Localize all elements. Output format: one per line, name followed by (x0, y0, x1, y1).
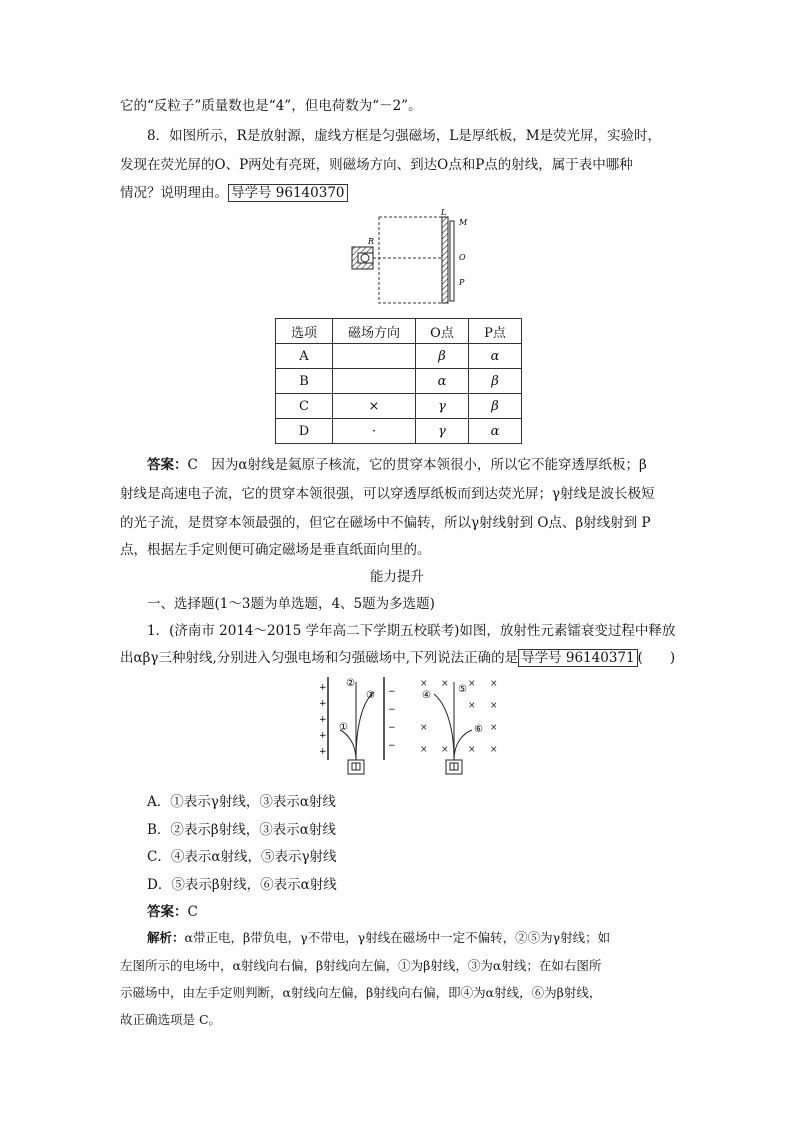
table-cell: α (469, 344, 522, 369)
table-cell: β (469, 369, 522, 394)
table-cell: β (416, 344, 469, 369)
svg-text:⑤: ⑤ (458, 684, 467, 695)
svg-text:R: R (368, 237, 375, 246)
analysis-line-2: 左图所示的电场中，α射线向右偏，β射线向左偏，①为β射线，③为α射线；在如右图所 (120, 958, 602, 973)
previous-text-line: 它的“反粒子”质量数也是“4”，但电荷数为“－2”。 (120, 98, 422, 114)
table-row (276, 369, 522, 394)
table-cell: B (276, 369, 333, 394)
answer-value: C (187, 904, 198, 920)
table-cell: α (416, 369, 469, 394)
table-cell: C (276, 394, 333, 419)
svg-text:×: × (490, 723, 498, 733)
magnetic-field-box (379, 217, 442, 303)
q1-guide-number: 导学号 96140371 (518, 649, 638, 667)
q8-answer-line-1 (147, 453, 647, 473)
table-cell: γ (416, 394, 469, 419)
option-c: C．④表示α射线，⑤表示γ射线 (147, 849, 337, 865)
table-header-cell: 磁场方向 (333, 319, 416, 344)
screen-M (450, 221, 454, 301)
q8-apparatus-figure (340, 205, 480, 310)
svg-text:L: L (441, 208, 447, 217)
svg-text:×: × (490, 679, 498, 689)
svg-text:×: × (441, 745, 449, 755)
svg-text:−: − (388, 687, 396, 697)
svg-text:+: + (319, 747, 327, 757)
analysis-line-4: 故正确选项是 C。 (120, 1012, 222, 1027)
q1-answer (147, 900, 198, 920)
table-cell: β (469, 394, 522, 419)
analysis-line-1 (147, 928, 610, 946)
table-cell: · (333, 419, 416, 444)
table-row (276, 394, 522, 419)
q8-options-table (275, 318, 522, 444)
svg-text:+: + (319, 715, 327, 725)
part-title: 一、选择题(1～3题为单选题，4、5题为多选题) (147, 596, 435, 612)
svg-text:①: ① (339, 722, 348, 733)
svg-text:+: + (319, 683, 327, 693)
answer-text: C 因为α射线是氦原子核流，它的贯穿本领很小，所以它不能穿透厚纸板；β (187, 457, 647, 473)
answer-label: 答案： (147, 904, 188, 920)
q8-guide-number: 导学号 96140370 (228, 184, 348, 202)
svg-text:+: + (319, 731, 327, 741)
q1-line-2 (120, 646, 675, 666)
svg-text:×: × (441, 679, 449, 689)
q8-answer-line-4: 点，根据左手定则便可确定磁场是垂直纸面向里的。 (120, 542, 431, 558)
table-cell: α (469, 419, 522, 444)
q8-line-1: 8．如图所示，R是放射源，虚线方框是匀强磁场，L是厚纸板，M是荧光屏，实验时， (147, 128, 662, 144)
path-1 (340, 730, 356, 760)
svg-text:③: ③ (366, 690, 375, 701)
svg-text:+: + (319, 699, 327, 709)
q8-answer-line-2: 射线是高速电子流，它的贯穿本领很强，可以穿透厚纸板而到达荧光屏；γ射线是波长极短 (120, 486, 655, 502)
answer-label: 答案： (147, 457, 188, 473)
q1-line-2-text: 出αβγ三种射线,分别进入匀强电场和匀强磁场中,下列说法正确的是 (120, 650, 519, 666)
analysis-label: 解析： (147, 930, 185, 945)
svg-text:×: × (468, 701, 476, 711)
table-cell: D (276, 419, 333, 444)
option-b: B．②表示β射线，③表示α射线 (147, 822, 336, 838)
svg-text:×: × (420, 679, 428, 689)
q8-answer-line-3: 的光子流，是贯穿本领最强的，但它在磁场中不偏转，所以γ射线射到 O点、β射线射到 P (120, 515, 651, 531)
thick-paper-L (442, 217, 448, 303)
svg-text:×: × (468, 745, 476, 755)
svg-text:−: − (388, 723, 396, 733)
svg-text:×: × (420, 745, 428, 755)
section-title: 能力提升 (370, 569, 424, 585)
svg-text:×: × (490, 701, 498, 711)
table-cell (333, 369, 416, 394)
table-cell: A (276, 344, 333, 369)
table-header-cell: P点 (469, 319, 522, 344)
table-row (276, 419, 522, 444)
svg-text:−: − (388, 741, 396, 751)
q8-line-2: 发现在荧光屏的O、P两处有亮斑，则磁场方向、到达O点和P点的射线，属于表中哪种 (120, 157, 633, 173)
option-d: D．⑤表示β射线，⑥表示α射线 (147, 877, 337, 893)
svg-text:×: × (420, 723, 428, 733)
magnetic-field-figure (416, 672, 508, 782)
svg-text:×: × (468, 679, 476, 689)
svg-text:②: ② (346, 678, 355, 689)
svg-text:P: P (459, 278, 465, 287)
q1-line-1: 1．(济南市 2014～2015 学年高二下学期五校联考)如图，放射性元素镭衰变过程中释放 (147, 623, 676, 639)
table-header-cell: O点 (416, 319, 469, 344)
svg-text:O: O (459, 253, 466, 262)
svg-text:⑥: ⑥ (474, 724, 483, 735)
table-cell: × (333, 394, 416, 419)
table-header-cell: 选项 (276, 319, 333, 344)
q1-answer-paren: ( ) (637, 650, 676, 666)
table-cell: γ (416, 419, 469, 444)
electric-field-figure (318, 672, 400, 782)
path-3 (356, 692, 374, 760)
svg-text:M: M (459, 218, 468, 227)
analysis-text: α带正电，β带负电，γ不带电，γ射线在磁场中一定不偏转，②⑤为γ射线；如 (184, 930, 611, 945)
option-a: A．①表示γ射线，③表示α射线 (147, 794, 336, 810)
q8-line-3 (120, 181, 348, 201)
table-row (276, 344, 522, 369)
svg-text:④: ④ (422, 690, 431, 701)
table-header-row (276, 319, 522, 344)
svg-text:×: × (490, 745, 498, 755)
analysis-line-3: 示磁场中，由左手定则判断，α射线向左偏，β射线向右偏，即④为α射线，⑥为β射线， (120, 985, 602, 1000)
table-cell (333, 344, 416, 369)
q8-line-3-text: 情况？说明理由。 (120, 185, 228, 201)
svg-text:−: − (388, 705, 396, 715)
